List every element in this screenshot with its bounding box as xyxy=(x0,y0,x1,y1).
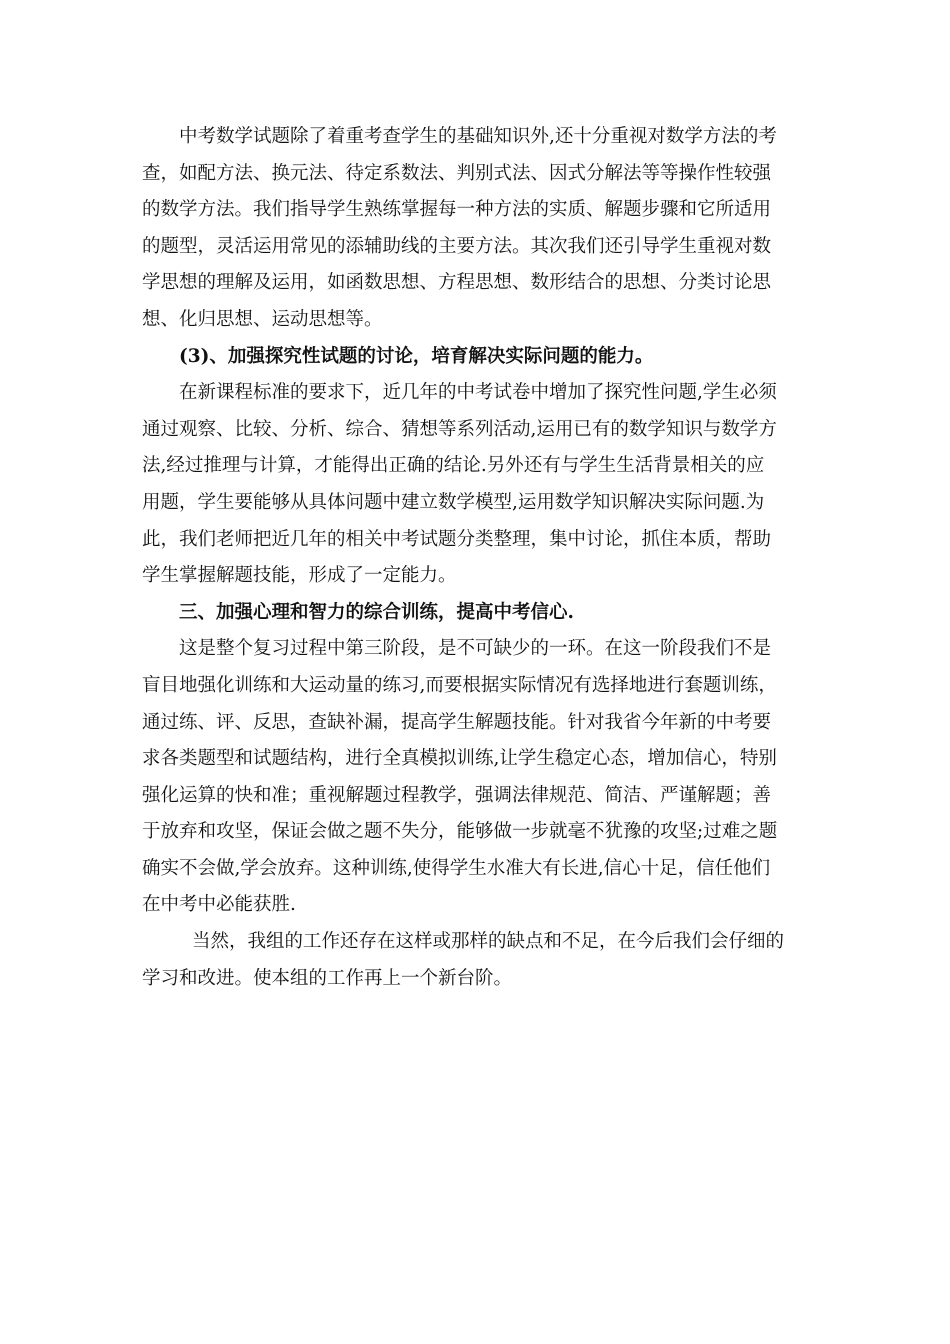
text-line: 这是整个复习过程中第三阶段，是不可缺少的一环。在这一阶段我们不是 xyxy=(179,638,772,660)
document-body xyxy=(142,119,808,997)
paragraph-training xyxy=(142,631,808,924)
text-line: 用题，学生要能够从具体问题中建立数学模型,运用数学知识解决实际问题.为 xyxy=(142,491,765,513)
text-line: 在新课程标准的要求下，近几年的中考试卷中增加了探究性问题,学生必须 xyxy=(179,382,777,404)
text-line: 的题型，灵活运用常见的添辅助线的主要方法。其次我们还引导学生重视对数 xyxy=(142,235,772,257)
paragraph-conclusion xyxy=(142,924,808,997)
text-line: 法,经过推理与计算，才能得出正确的结论.另外还有与学生生活背景相关的应 xyxy=(142,455,765,477)
text-line: 学思想的理解及运用，如函数思想、方程思想、数形结合的思想、分类讨论思 xyxy=(142,272,772,294)
text-line: 此，我们老师把近几年的相关中考试题分类整理，集中讨论，抓住本质，帮助 xyxy=(142,528,772,550)
text-line: 通过观察、比较、分析、综合、猜想等系列活动,运用已有的数学知识与数学方 xyxy=(142,418,777,440)
text-line: 中考数学试题除了着重考查学生的基础知识外,还十分重视对数学方法的考 xyxy=(179,126,777,147)
text-line: 学习和改进。使本组的工作再上一个新台阶。 xyxy=(142,967,513,989)
paragraph-math-methods xyxy=(142,119,808,339)
text-line: 于放弃和攻坚，保证会做之题不失分，能够做一步就毫不犹豫的攻坚;过难之题 xyxy=(142,821,778,843)
text-line: 通过练、评、反思，查缺补漏，提高学生解题技能。针对我省今年新的中考要 xyxy=(142,711,772,733)
section-heading-three: 三、加强心理和智力的综合训练，提高中考信心. xyxy=(179,601,574,623)
text-line: 当然，我组的工作还存在这样或那样的缺点和不足，在今后我们会仔细的 xyxy=(192,931,785,953)
text-line: 强化运算的快和准；重视解题过程教学，强调法律规范、简洁、严谨解题；善 xyxy=(142,784,772,806)
text-line: 学生掌握解题技能，形成了一定能力。 xyxy=(142,565,457,587)
text-line: 在中考中必能获胜. xyxy=(142,894,296,916)
text-line: 的数学方法。我们指导学生熟练掌握每一种方法的实质、解题步骤和它所适用 xyxy=(142,199,772,221)
text-line: 确实不会做,学会放弃。这种训练,使得学生水准大有长进,信心十足，信任他们 xyxy=(142,857,771,879)
text-line: 求各类题型和试题结构，进行全真模拟训练,让学生稳定心态，增加信心，特别 xyxy=(142,748,777,770)
paragraph-exploratory-problems xyxy=(142,375,808,595)
text-line: 想、化归思想、运动思想等。 xyxy=(142,308,383,330)
text-line: 查，如配方法、换元法、待定系数法、判别式法、因式分解法等等操作性较强 xyxy=(142,162,772,184)
section-heading-3: (3)、加强探究性试题的讨论，培育解决实际问题的能力。 xyxy=(179,345,654,367)
text-line: 盲目地强化训练和大运动量的练习,而要根据实际情况有选择地进行套题训练， xyxy=(142,674,777,696)
